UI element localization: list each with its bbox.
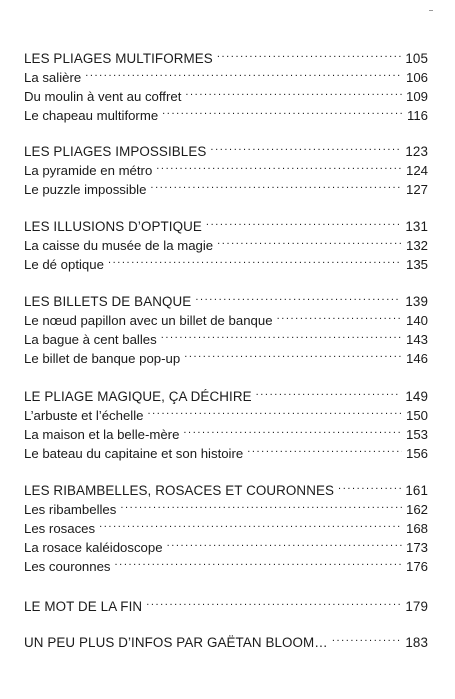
entry-title: Le billet de banque pop-up [24,351,181,366]
dot-leader [184,344,402,363]
dot-leader [162,101,403,120]
section-title: LES BILLETS DE BANQUE [24,294,192,309]
section-title: LES PLIAGES IMPOSSIBLES [24,144,207,159]
dot-leader [332,628,402,647]
toc-section-heading[interactable] [24,44,428,66]
toc-section [24,287,428,366]
entry-title: La salière [24,70,82,85]
toc-section-heading[interactable] [24,592,428,614]
dot-leader [183,420,402,439]
page-number: 146 [405,351,428,366]
entry-title: Les ribambelles [24,502,117,517]
section-title: LES RIBAMBELLES, ROSACES ET COURONNES [24,483,335,498]
dot-leader [120,495,402,514]
toc-section [24,592,428,614]
page-number: 162 [405,502,428,517]
toc-section-heading[interactable] [24,476,428,498]
toc-section-heading[interactable] [24,137,428,159]
scan-mark [429,10,433,11]
section-title: LES ILLUSIONS D’OPTIQUE [24,219,202,234]
section-title: LE MOT DE LA FIN [24,599,143,614]
dot-leader [161,325,402,344]
page-number: 131 [405,219,428,234]
dot-leader [277,306,402,325]
entry-title: Du moulin à vent au coffret [24,89,182,104]
entry-title: Le dé optique [24,257,104,272]
page-number: 168 [405,521,428,536]
page-number: 143 [405,332,428,347]
section-title: LES PLIAGES MULTIFORMES [24,51,213,66]
page-number: 153 [405,427,428,442]
toc-entry[interactable] [24,82,428,104]
dot-leader [210,137,401,156]
dot-leader [217,231,402,250]
dot-leader [256,382,402,401]
dot-leader [217,44,402,63]
toc-section-heading[interactable] [24,628,428,650]
section-title: UN PEU PLUS D’INFOS PAR GAËTAN BLOOM… [24,635,328,650]
entry-title: La bague à cent balles [24,332,157,347]
entry-title: Les couronnes [24,559,111,574]
section-title: LE PLIAGE MAGIQUE, ÇA DÉCHIRE [24,389,252,404]
page-number: 116 [406,108,428,123]
dot-leader [115,552,402,571]
dot-leader [108,250,402,269]
dot-leader [247,439,402,458]
page-number: 176 [405,559,428,574]
page-number: 179 [405,599,428,614]
dot-leader [150,175,402,194]
entry-title: Le chapeau multiforme [24,108,159,123]
dot-leader [195,287,401,306]
toc-section-heading[interactable] [24,382,428,404]
page-number: 132 [405,238,428,253]
page-number: 105 [405,51,428,66]
dot-leader [85,63,402,82]
toc-section-heading[interactable] [24,212,428,234]
page-number: 161 [405,483,428,498]
toc-section [24,476,428,574]
dot-leader [338,476,401,495]
page-number: 139 [405,294,428,309]
toc-entry[interactable] [24,63,428,85]
page-number: 123 [405,144,428,159]
page-number: 150 [405,408,428,423]
dot-leader [206,212,401,231]
page-number: 149 [405,389,428,404]
page-number: 183 [405,635,428,650]
entry-title: Le nœud papillon avec un billet de banque [24,313,273,328]
dot-leader [148,401,402,420]
dot-leader [167,533,402,552]
entry-title: Les rosaces [24,521,96,536]
toc-section [24,137,428,197]
entry-title: La maison et la belle-mère [24,427,180,442]
dot-leader [156,156,402,175]
dot-leader [185,82,402,101]
toc-section [24,212,428,272]
entry-title: L’arbuste et l’échelle [24,408,144,423]
toc-section [24,628,428,650]
toc-section-heading[interactable] [24,287,428,309]
page-number: 106 [405,70,428,85]
toc-section [24,44,428,123]
entry-title: La pyramide en métro [24,163,153,178]
entry-title: Le bateau du capitaine et son histoire [24,446,244,461]
toc-section [24,382,428,461]
dot-leader [146,592,401,611]
page-number: 109 [405,89,428,104]
entry-title: La caisse du musée de la magie [24,238,214,253]
page-number: 124 [405,163,428,178]
page-number: 127 [405,182,428,197]
page-number: 173 [405,540,428,555]
page-number: 140 [405,313,428,328]
entry-title: Le puzzle impossible [24,182,147,197]
dot-leader [99,514,402,533]
entry-title: La rosace kaléidoscope [24,540,163,555]
page-number: 156 [405,446,428,461]
page-number: 135 [405,257,428,272]
